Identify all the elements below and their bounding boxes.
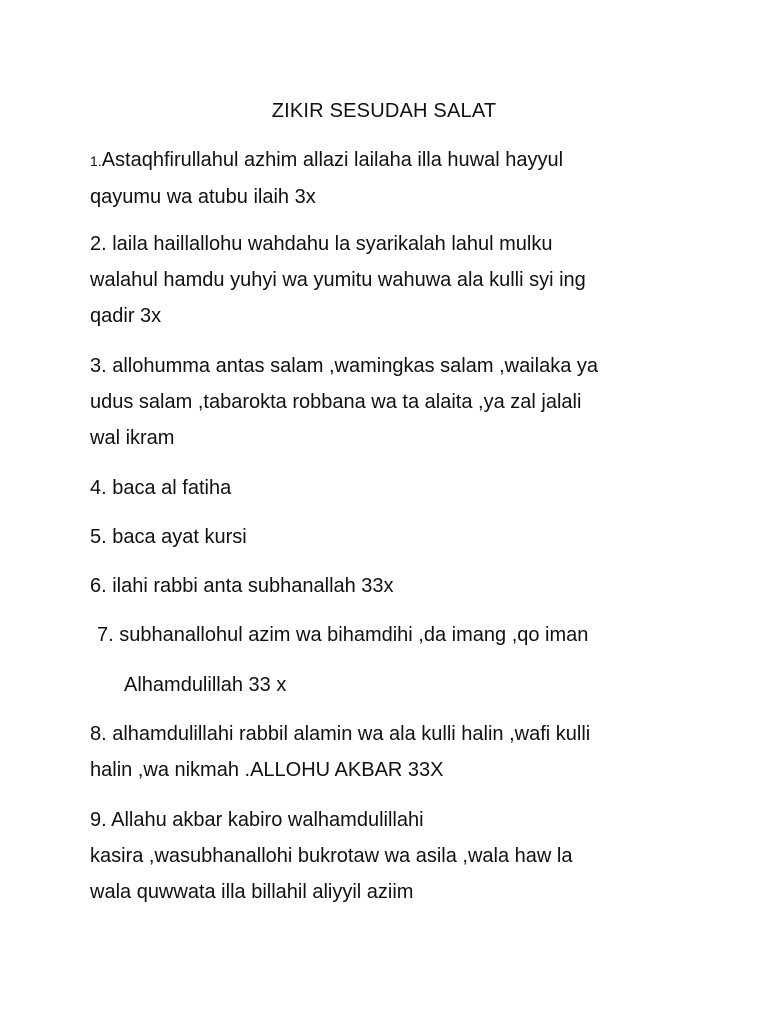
list-item-line: 9. Allahu akbar kabiro walhamdulillahi	[90, 809, 424, 831]
list-item	[90, 568, 690, 604]
list-item-line: 7. subhanallohul azim wa bihamdihi ,da imang ,qo iman	[97, 624, 589, 646]
list-item-line: udus salam ,tabarokta robbana wa ta alaita ,ya zal jalali	[90, 391, 582, 413]
list-item-line: qadir 3x	[90, 305, 162, 327]
list-item-line: 8. alhamdulillahi rabbil alamin wa ala kulli halin ,wafi kulli	[90, 723, 591, 745]
document-title: ZIKIR SESUDAH SALAT	[271, 100, 497, 122]
list-item	[90, 470, 690, 506]
list-item-line: qayumu wa atubu ilaih 3x	[90, 186, 316, 208]
list-item	[90, 519, 690, 555]
list-item-line: halin ,wa nikmah .ALLOHU AKBAR 33X	[90, 759, 444, 781]
list-item	[90, 348, 690, 456]
list-item-line: wal ikram	[90, 427, 175, 449]
list-item-line: 4. baca al fatiha	[90, 477, 232, 499]
list-item-line	[90, 142, 690, 179]
list-item	[90, 802, 690, 910]
list-item	[90, 142, 690, 215]
list-item-line: wala quwwata illa billahil aliyyil aziim	[90, 881, 414, 903]
item-text: Astaqhfirullahul azhim allazi lailaha illa huwal hayyul	[101, 149, 564, 171]
item-number: 1.	[90, 153, 102, 169]
list-item-line: 6. ilahi rabbi anta subhanallah 33x	[90, 575, 394, 597]
list-item-line: Alhamdulillah 33 x	[124, 674, 287, 696]
list-item-line: 2. laila haillallohu wahdahu la syarikalah lahul mulku	[90, 233, 553, 255]
list-item	[90, 716, 690, 788]
list-item-continuation	[124, 667, 724, 703]
list-item-line: 5. baca ayat kursi	[90, 526, 247, 548]
list-item-line: walahul hamdu yuhyi wa yumitu wahuwa ala kulli syi ing	[90, 269, 586, 291]
list-item-line: 3. allohumma antas salam ,wamingkas salam ,wailaka ya	[90, 355, 598, 377]
list-item	[90, 226, 690, 334]
list-item	[97, 617, 697, 653]
list-item-line: kasira ,wasubhanallohi bukrotaw wa asila ,wala haw la	[90, 845, 573, 867]
